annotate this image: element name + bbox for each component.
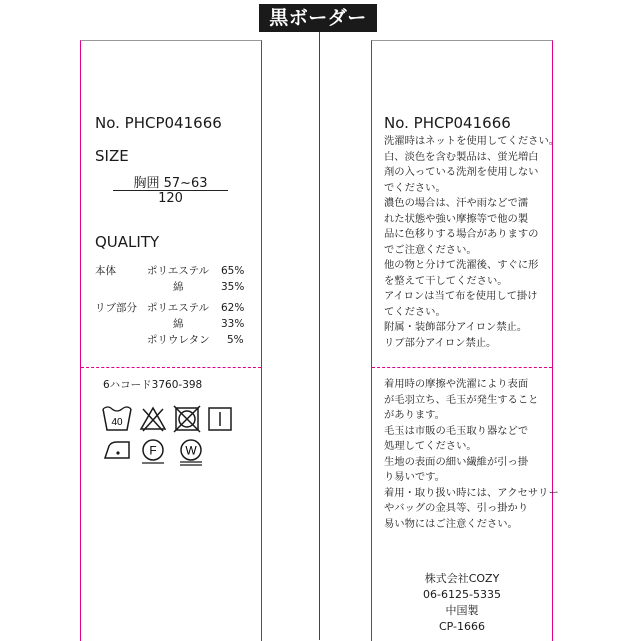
care-instructions-top bbox=[384, 134, 559, 351]
care-line: やバッグの金具等、引っ掛かり bbox=[384, 502, 529, 514]
care-line: 品に色移りする場合がありますの bbox=[384, 228, 539, 240]
care-line: 着用時の摩擦や洗濯により表面 bbox=[384, 378, 529, 390]
material-pct: 65% bbox=[221, 265, 245, 277]
care-line: でください。 bbox=[384, 181, 446, 194]
code-line: 6ハコード3760-398 bbox=[103, 379, 203, 391]
material-name: ポリエステル bbox=[147, 302, 210, 314]
company-name: 株式会社COZY bbox=[424, 572, 500, 585]
product-number: No. PHCP041666 bbox=[384, 114, 511, 132]
company-info bbox=[372, 571, 552, 635]
material-pct: 35% bbox=[221, 281, 245, 293]
material-name: 綿 bbox=[173, 318, 184, 330]
right-care-label bbox=[371, 40, 560, 641]
dry-clean-f-icon bbox=[142, 440, 164, 463]
svg-text:F: F bbox=[149, 443, 157, 458]
care-line: 着用・取り扱い時には、アクセサリー bbox=[384, 486, 559, 499]
no-tumble-dry-icon bbox=[174, 406, 200, 432]
care-line: があります。 bbox=[384, 409, 445, 421]
care-line: 他の物と分けて洗濯後、すぐに形 bbox=[384, 259, 539, 271]
fold-line bbox=[372, 367, 552, 368]
care-line: 生地の表面の細い繊維が引っ掛 bbox=[384, 455, 529, 468]
wash-temp: 40 bbox=[111, 417, 123, 428]
care-line: 処理してください。 bbox=[384, 440, 477, 452]
care-line: 白、淡色を含む製品は、蛍光増白 bbox=[384, 150, 539, 163]
care-line: り易いです。 bbox=[384, 471, 445, 483]
care-line: てください。 bbox=[384, 305, 446, 318]
care-instructions-bottom bbox=[384, 377, 559, 532]
left-care-label bbox=[80, 40, 262, 641]
quality-title: QUALITY bbox=[95, 233, 160, 251]
no-bleach-icon bbox=[141, 408, 165, 431]
care-line: 濃色の場合は、汗や雨などで濡 bbox=[384, 197, 529, 209]
product-number: No. PHCP041666 bbox=[95, 114, 222, 132]
care-line: を整えて干してください。 bbox=[384, 274, 508, 287]
care-icons-row2 bbox=[101, 436, 261, 466]
line-dry-icon bbox=[209, 408, 231, 430]
material-pct: 33% bbox=[221, 318, 245, 330]
company-phone: 06-6125-5335 bbox=[423, 588, 501, 601]
care-line: 附属・装飾部分アイロン禁止。 bbox=[384, 321, 528, 333]
product-code: CP-1666 bbox=[438, 620, 486, 633]
iron-low-icon bbox=[105, 442, 129, 458]
material-name: ポリウレタン bbox=[147, 334, 210, 346]
care-icons-row1 bbox=[101, 403, 261, 433]
size-chest: 胸囲 57~63 bbox=[113, 172, 228, 191]
care-line: でご注意ください。 bbox=[384, 243, 477, 256]
care-line: リブ部分アイロン禁止。 bbox=[384, 336, 497, 349]
size-value: 120 bbox=[158, 191, 183, 206]
size-box bbox=[113, 172, 228, 209]
center-divider bbox=[319, 32, 320, 640]
material-name: 綿 bbox=[173, 281, 184, 293]
wet-clean-w-icon bbox=[180, 440, 202, 465]
page-title: 黒ボーダー bbox=[259, 4, 377, 32]
material-part: 本体 bbox=[95, 265, 116, 277]
material-pct: 5% bbox=[227, 334, 244, 346]
care-line: れた状態や強い摩擦等で他の製 bbox=[384, 212, 529, 225]
care-line: 剤の入っている洗剤を使用しない bbox=[384, 166, 539, 178]
care-line: 洗濯時はネットを使用してください。 bbox=[384, 135, 560, 147]
country-of-origin: 中国製 bbox=[445, 604, 479, 617]
material-pct: 62% bbox=[221, 302, 245, 314]
svg-text:W: W bbox=[185, 443, 197, 458]
care-line: アイロンは当て布を使用して掛け bbox=[384, 290, 538, 302]
care-line: 易い物にはご注意ください。 bbox=[384, 517, 518, 530]
size-title: SIZE bbox=[95, 147, 129, 165]
care-line: が毛羽立ち、毛玉が発生すること bbox=[384, 393, 539, 406]
care-line: 毛玉は市販の毛玉取り器などで bbox=[384, 424, 529, 437]
fold-line bbox=[81, 367, 261, 368]
material-name: ポリエステル bbox=[147, 265, 210, 277]
material-part: リブ部分 bbox=[95, 302, 137, 314]
wash-40-icon bbox=[103, 407, 131, 430]
